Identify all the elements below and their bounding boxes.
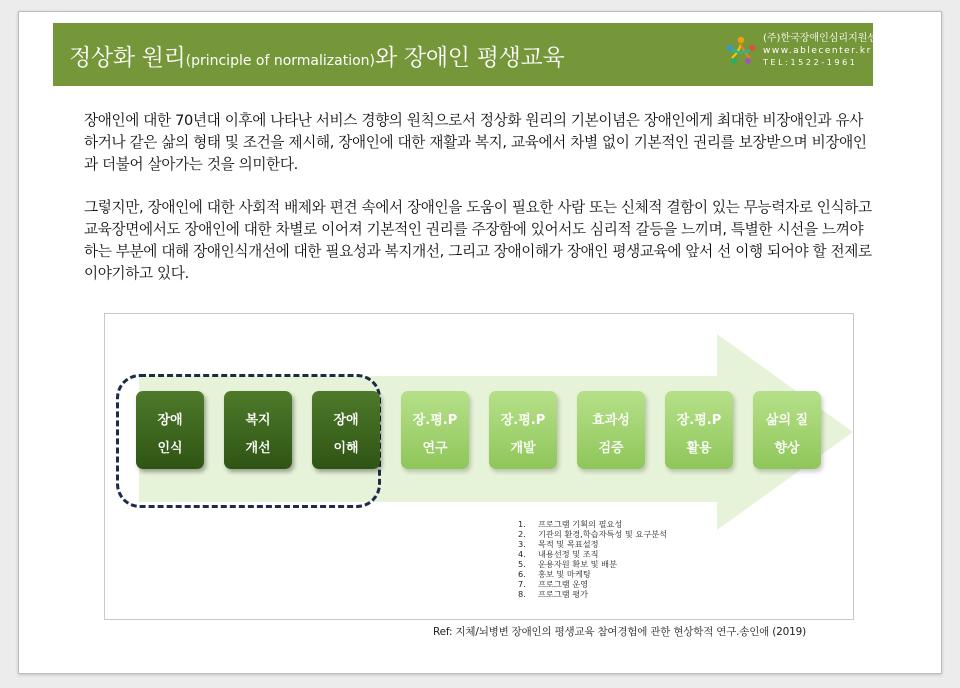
step-box <box>224 391 292 469</box>
step-box-line2: 인식 <box>157 441 183 456</box>
step-box-line1: 장.평.P <box>676 413 722 428</box>
step-box-line1: 장.평.P <box>500 413 546 428</box>
list-item-text: 프로그램 운영 <box>538 579 589 589</box>
list-item-number: 1. <box>518 519 526 529</box>
step-box <box>577 391 645 469</box>
list-item-number: 3. <box>518 539 526 549</box>
paragraph-1: 장애인에 대한 70년대 이후에 나타난 서비스 경향의 원칙으로서 정상화 원리의 기본이념은 장애인에게 최대한 비장애인과 유사하거나 같은 삶의 형태 및 조건을 제시해, 장애인에 대한 재활과 복지, 교육에서 차별 없이 기본적인 권리를 보장받으며 비장애인과 더불어 살아가는 것을 의미한다. <box>84 112 867 173</box>
step-box-line1: 장.평.P <box>412 413 458 428</box>
step-box <box>401 391 469 469</box>
reference-note: Ref: 지체/뇌병변 장애인의 평생교육 참여경험에 관한 현상학적 연구.송인애 (2019) <box>433 626 806 638</box>
list-item-text: 홍보 및 마케팅 <box>538 569 591 579</box>
step-box-line1: 복지 <box>245 413 271 428</box>
step-box <box>312 391 380 469</box>
step-box <box>489 391 557 469</box>
step-box-line2: 이해 <box>333 441 359 456</box>
step-box-line1: 효과성 <box>592 413 630 428</box>
list-item-text: 내용선정 및 조직 <box>538 549 599 559</box>
list-item-text: 기관의 환경,학습자특성 및 요구분석 <box>538 529 668 539</box>
step-box-line1: 장애 <box>333 413 359 428</box>
list-item <box>518 559 667 569</box>
company-logo <box>723 31 887 79</box>
title-main: 정상화 원리 <box>69 45 186 71</box>
step-box-line2: 개선 <box>245 441 271 456</box>
step-box-line2: 연구 <box>422 441 448 456</box>
logo-phone: TEL:1522-1961 <box>763 58 858 67</box>
program-steps-list <box>518 519 667 599</box>
step-box-line1: 삶의 질 <box>765 413 809 428</box>
list-item-number: 4. <box>518 549 526 559</box>
title-english: (principle of normalization) <box>185 53 375 69</box>
list-item-number: 5. <box>518 559 526 569</box>
list-item-number: 6. <box>518 569 526 579</box>
logo-text <box>763 33 887 69</box>
list-item <box>518 589 667 599</box>
title-rest: 와 장애인 평생교육 <box>375 45 565 71</box>
list-item <box>518 529 667 539</box>
step-box <box>665 391 733 469</box>
list-item <box>518 579 667 589</box>
list-item <box>518 519 667 529</box>
list-item <box>518 569 667 579</box>
list-item-number: 8. <box>518 589 526 599</box>
step-box-line2: 활용 <box>686 441 712 456</box>
list-item-number: 7. <box>518 579 526 589</box>
process-diagram <box>104 313 854 620</box>
step-box <box>136 391 204 469</box>
step-box-line1: 장애 <box>157 413 183 428</box>
step-box-line2: 개발 <box>510 441 536 456</box>
list-item-text: 목적 및 목표설정 <box>538 539 599 549</box>
list-item-number: 2. <box>518 529 526 539</box>
step-box <box>753 391 821 469</box>
logo-company-name: (주)한국장애인심리지원센터 <box>763 33 887 44</box>
list-item-text: 운용자원 확보 및 배분 <box>538 559 617 569</box>
logo-website: www.ablecenter.kr <box>763 46 872 56</box>
list-item <box>518 539 667 549</box>
list-item-text: 프로그램 평가 <box>538 589 589 599</box>
title-banner <box>53 23 887 86</box>
page-title <box>69 39 564 72</box>
people-logo-icon <box>723 33 759 69</box>
list-item-text: 프로그램 기획의 필요성 <box>538 519 623 529</box>
list-item <box>518 549 667 559</box>
paragraph-2: 그렇지만, 장애인에 대한 사회적 배제와 편견 속에서 장애인을 도움이 필요한 사람 또는 신체적 결함이 있는 무능력자로 인식하고 교육장면에서도 장애인에 대한 차별로 이어져 기본적인 권리를 주장함에 있어서도 심리적 갈등을 느끼며, 특별한 시선을 느껴야 하는 부분에 대해 장애인식개선에 대한 필요성과 복지개선, 그리고 장애이해가 장애인 평생교육에 앞서 선 이행 되어야 할 전제로 이야기하고 있다. <box>84 199 872 282</box>
step-box-line2: 검증 <box>598 441 624 456</box>
step-box-line2: 향상 <box>774 441 800 456</box>
